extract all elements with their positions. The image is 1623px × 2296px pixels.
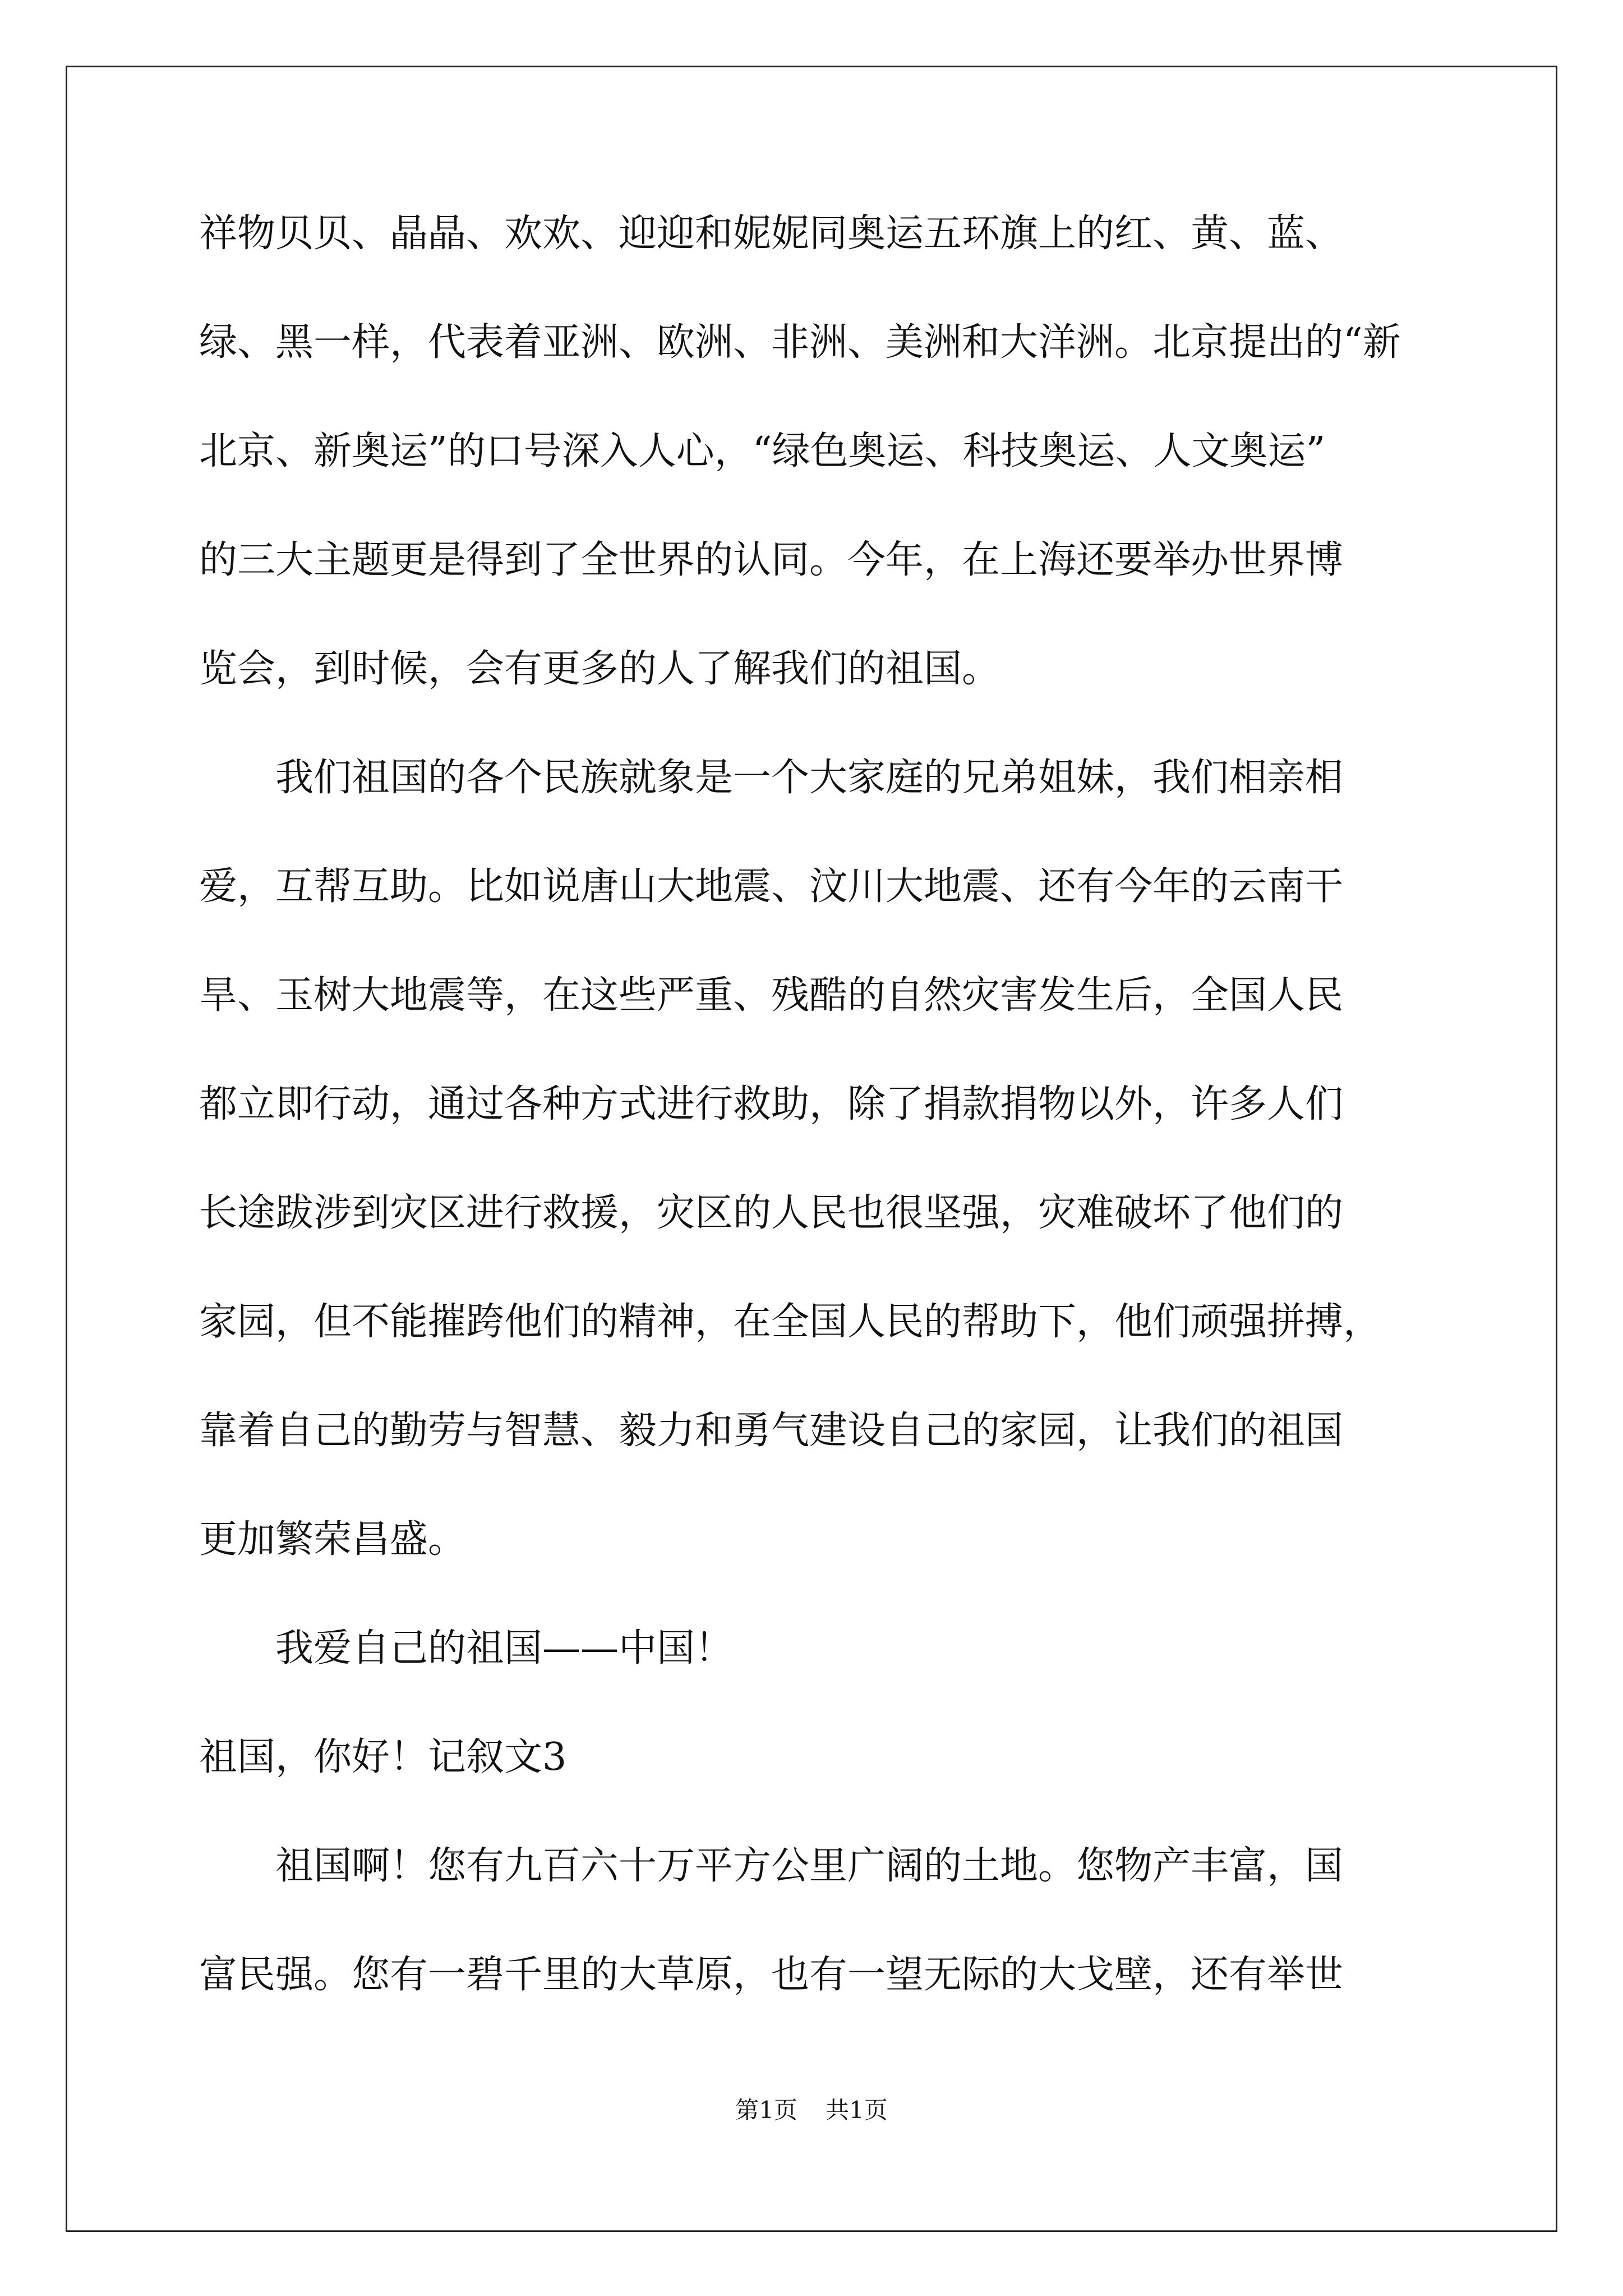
page-number: 第1页 — [735, 2096, 797, 2124]
text-line: 靠着自己的勤劳与智慧、毅力和勇气建设自己的家园，让我们的祖国 — [199, 1409, 1344, 1453]
section-heading: 祖国，你好！记叙文3 — [199, 1735, 567, 1779]
text-line: 家园，但不能摧跨他们的精神，在全国人民的帮助下，他们顽强拼搏， — [199, 1300, 1382, 1344]
text-line: 旱、玉树大地震等，在这些严重、残酷的自然灾害发生后，全国人民 — [199, 973, 1344, 1018]
text-line: 绿、黑一样，代表着亚洲、欧洲、非洲、美洲和大洋洲。北京提出的“新 — [199, 320, 1401, 365]
text-line: 富民强。您有一碧千里的大草原，也有一望无际的大戈壁，还有举世 — [199, 1953, 1344, 1997]
page-border — [66, 66, 1557, 2232]
text-line: 我爱自己的祖国——中国！ — [199, 1626, 734, 1671]
text-line: 北京、新奥运”的口号深入人心，“绿色奥运、科技奥运、人文奥运” — [199, 429, 1326, 473]
text-line: 长途跋涉到灾区进行救援，灾区的人民也很坚强，灾难破坏了他们的 — [199, 1191, 1344, 1235]
text-line: 览会，到时候，会有更多的人了解我们的祖国。 — [199, 647, 1000, 691]
page-footer — [0, 2096, 1623, 2124]
page-total: 共1页 — [826, 2096, 888, 2124]
text-line: 更加繁荣昌盛。 — [199, 1517, 467, 1562]
text-line: 祖国啊！您有九百六十万平方公里广阔的土地。您物产丰富，国 — [199, 1844, 1344, 1888]
text-line: 都立即行动，通过各种方式进行救助，除了捐款捐物以外，许多人们 — [199, 1082, 1344, 1126]
text-line: 祥物贝贝、晶晶、欢欢、迎迎和妮妮同奥运五环旗上的红、黄、蓝、 — [199, 211, 1344, 256]
text-line: 爱，互帮互助。比如说唐山大地震、汶川大地震、还有今年的云南干 — [199, 864, 1344, 909]
text-line: 的三大主题更是得到了全世界的认同。今年，在上海还要举办世界博 — [199, 538, 1344, 582]
text-line: 我们祖国的各个民族就象是一个大家庭的兄弟姐妹，我们相亲相 — [199, 756, 1344, 800]
